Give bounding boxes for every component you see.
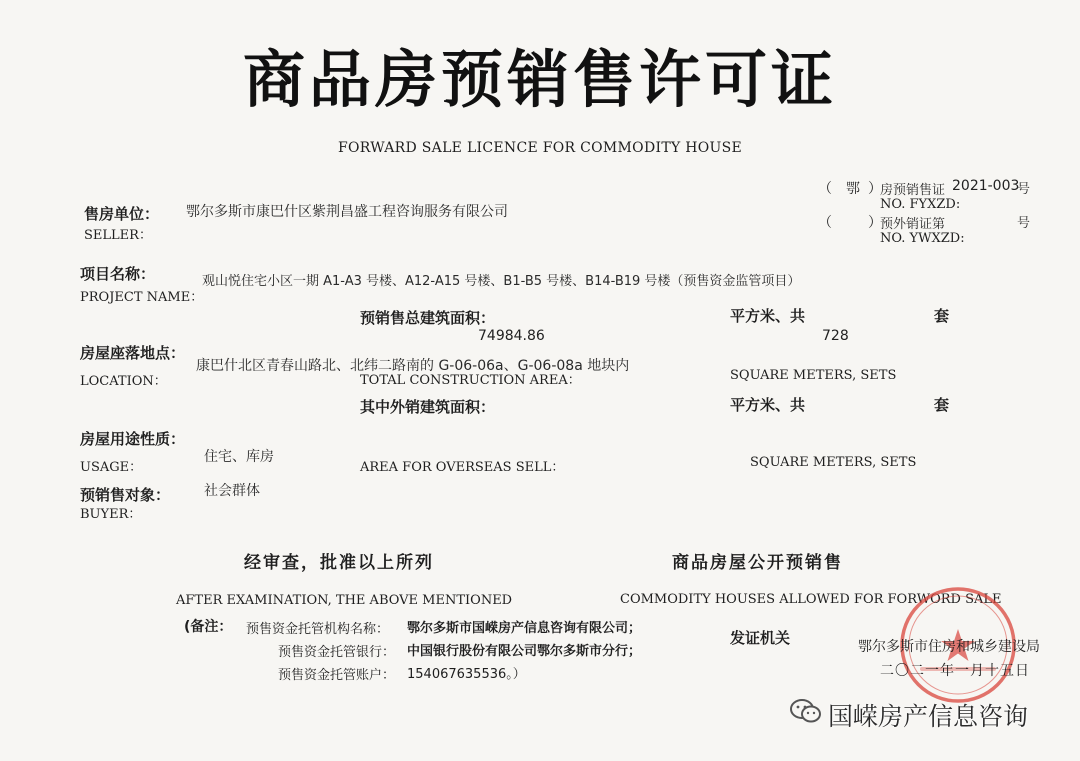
license-no-en: NO. FYXZD: [880, 197, 961, 212]
license-no-cn: 房预销售证 [880, 183, 946, 198]
total-area-value: 74984.86 [478, 328, 545, 344]
license-no-open: （ [818, 181, 832, 197]
issue-date: 二〇二一年一月十五日 [880, 663, 1030, 679]
overseas-no-en: NO. YWXZD: [880, 231, 965, 246]
license-no-number: 2021-003 [952, 178, 1020, 194]
wechat-icon [790, 698, 822, 724]
license-no-region: 鄂 [846, 181, 860, 197]
buyer-value: 社会群体 [204, 483, 260, 499]
watermark-text: 国嵘房产信息咨询 [828, 702, 1029, 731]
notes-line1-label: 预售资金托管机构名称： [246, 622, 390, 637]
total-area-label-cn: 预销售总建筑面积： [360, 309, 496, 327]
project-label-cn: 项目名称： [80, 265, 156, 283]
location-label-cn: 房屋座落地点： [80, 344, 186, 362]
seller-value: 鄂尔多斯市康巴什区紫荆昌盛工程咨询服务有限公司 [186, 204, 508, 220]
approval-right-en: COMMODITY HOUSES ALLOWED FOR FORWORD SALE [620, 592, 1002, 607]
license-no-close: ） [868, 181, 882, 197]
notes-line3-label: 预售资金托管账户： [278, 668, 396, 683]
project-label-en: PROJECT NAME： [80, 290, 204, 305]
overseas-no-suffix: 号 [1017, 216, 1031, 231]
location-label-en: LOCATION： [80, 374, 167, 389]
area-unit-cn: 平方米、共 [730, 307, 806, 325]
usage-value: 住宅、库房 [204, 449, 274, 465]
project-value: 观山悦住宅小区一期 A1-A3 号楼、A12-A15 号楼、B1-B5 号楼、B14-B19 号楼（预售资金监管项目） [202, 274, 801, 289]
overseas-no-open: （ [818, 215, 832, 231]
seller-label-en: SELLER： [84, 228, 152, 243]
usage-label-cn: 房屋用途性质： [80, 430, 186, 448]
license-title: 商品房预销售许可证 [242, 43, 837, 116]
notes-line1-value: 鄂尔多斯市国嵘房产信息咨询有限公司； [407, 621, 642, 636]
approval-left-en: AFTER EXAMINATION, THE ABOVE MENTIONED [176, 593, 513, 608]
buyer-label-cn: 预销售对象： [80, 486, 171, 504]
notes-line2-value: 中国银行股份有限公司鄂尔多斯市分行； [407, 644, 642, 659]
issuer-name: 鄂尔多斯市住房和城乡建设局 [858, 639, 1040, 655]
buyer-label-en: BUYER： [80, 507, 142, 522]
usage-label-en: USAGE： [80, 460, 143, 475]
notes-line2-label: 预售资金托管银行： [278, 645, 396, 660]
approval-right-cn: 商品房屋公开预销售 [672, 553, 843, 573]
approval-left-cn: 经审查，批准以上所列 [244, 553, 434, 573]
area-unit-en: SQUARE METERS, SETS [730, 368, 897, 383]
overseas-unit-cn: 平方米、共 [730, 396, 806, 414]
overseas-area-label-cn: 其中外销建筑面积： [360, 398, 496, 416]
seller-label-cn: 售房单位： [84, 205, 160, 223]
overseas-area-label-en: AREA FOR OVERSEAS SELL： [360, 460, 565, 475]
issuer-label: 发证机关 [730, 629, 791, 647]
total-sets-value: 728 [822, 328, 849, 344]
license-no-suffix: 号 [1017, 182, 1031, 197]
overseas-no-close: ） [868, 215, 882, 231]
sets-unit: 套 [934, 307, 950, 325]
overseas-no-cn: 预外销证第 [880, 217, 946, 232]
location-value: 康巴什北区青春山路北、北纬二路南的 G-06-06a、G-06-08a 地块内 [196, 358, 630, 374]
license-subtitle: FORWARD SALE LICENCE FOR COMMODITY HOUSE [337, 140, 743, 156]
overseas-sets-unit: 套 [934, 396, 950, 414]
notes-line3-value: 154067635536。） [407, 667, 526, 682]
total-area-label-en: TOTAL CONSTRUCTION AREA： [360, 373, 581, 388]
overseas-unit-en: SQUARE METERS, SETS [750, 455, 917, 470]
notes-label: (备注： [184, 619, 233, 635]
